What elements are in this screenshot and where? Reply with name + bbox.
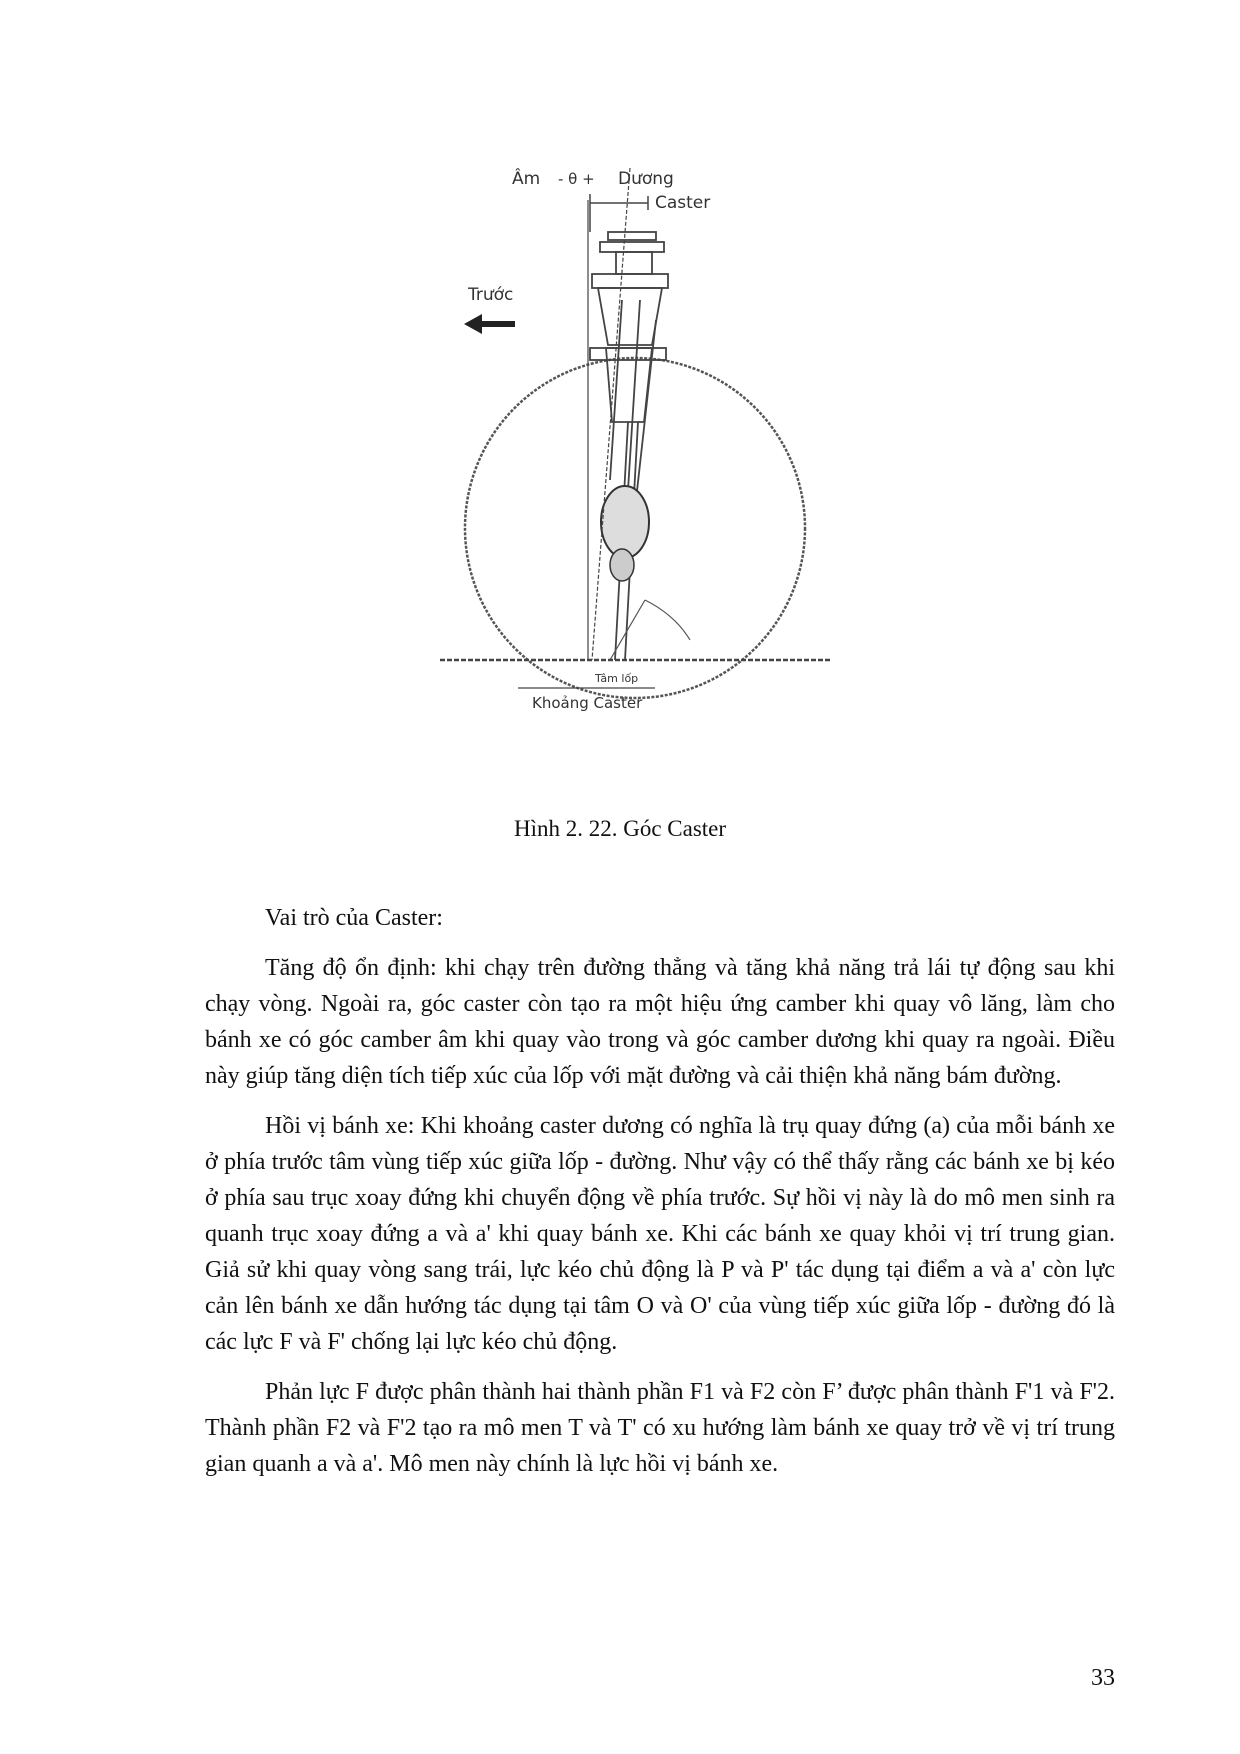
forward-arrow-icon bbox=[464, 314, 515, 334]
wheel-hub bbox=[601, 486, 649, 558]
label-negative: Âm bbox=[512, 169, 541, 189]
paragraph-stability: Tăng độ ổn định: khi chạy trên đường thẳng và tăng khả năng trả lái tự động sau khi chạy vòng. Ngoài ra, góc caster còn tạo ra một hiệu ứng camber khi quay vô lăng, làm cho bánh xe có góc camber âm khi quay vào trong và góc camber dương khi quay ra ngoài. Điều này giúp tăng diện tích tiếp xúc của lốp với mặt đường và cải thiện khả năng bám đường. bbox=[205, 955, 1115, 1089]
body-text bbox=[205, 900, 1115, 1496]
paragraph-return: Hồi vị bánh xe: Khi khoảng caster dương có nghĩa là trụ quay đứng (a) của mỗi bánh xe ở phía trước tâm vùng tiếp xúc giữa lốp - đường. Như vậy có thể thấy rằng các bánh xe bị kéo ở phía sau trục xoay đứng khi chuyển động về phía trước. Sự hồi vị này là do mô men sinh ra quanh trục xoay đứng a và a' khi quay bánh xe. Khi các bánh xe quay khỏi vị trí trung gian. Giả sử khi quay vòng sang trái, lực kéo chủ động là P và P' tác dụng tại điểm a và a' còn lực cản lên bánh xe dẫn hướng tác dụng tại tâm O và O' của vùng tiếp xúc giữa lốp - đường đó là các lực F và F' chống lại lực kéo chủ động. bbox=[205, 1113, 1115, 1355]
angle-arc bbox=[645, 600, 690, 640]
label-positive: Dương bbox=[618, 169, 674, 189]
label-caster: Caster bbox=[655, 193, 711, 213]
paragraph-reaction-force: Phản lực F được phân thành hai thành phần F1 và F2 còn F’ được phân thành F'1 và F'2. Thành phần F2 và F'2 tạo ra mô men T và T' có xu hướng làm bánh xe quay trở về vị trí trung gian quanh a và a'. Mô men này chính là lực hồi vị bánh xe. bbox=[205, 1379, 1115, 1477]
figure-caption: Hình 2. 22. Góc Caster bbox=[513, 816, 727, 841]
label-tire-center: Tâm lốp bbox=[595, 672, 639, 685]
caster-diagram bbox=[440, 160, 840, 810]
section-heading: Vai trò của Caster: bbox=[265, 905, 443, 931]
knuckle-joint bbox=[610, 549, 634, 581]
label-forward: Trước bbox=[468, 285, 514, 305]
caster-angle-figure bbox=[440, 160, 840, 810]
label-theta: - θ + bbox=[558, 170, 595, 188]
label-caster-trail: Khoảng Caster bbox=[532, 694, 643, 712]
strut-assembly bbox=[590, 232, 668, 660]
page-number: 33 bbox=[1091, 1665, 1115, 1691]
